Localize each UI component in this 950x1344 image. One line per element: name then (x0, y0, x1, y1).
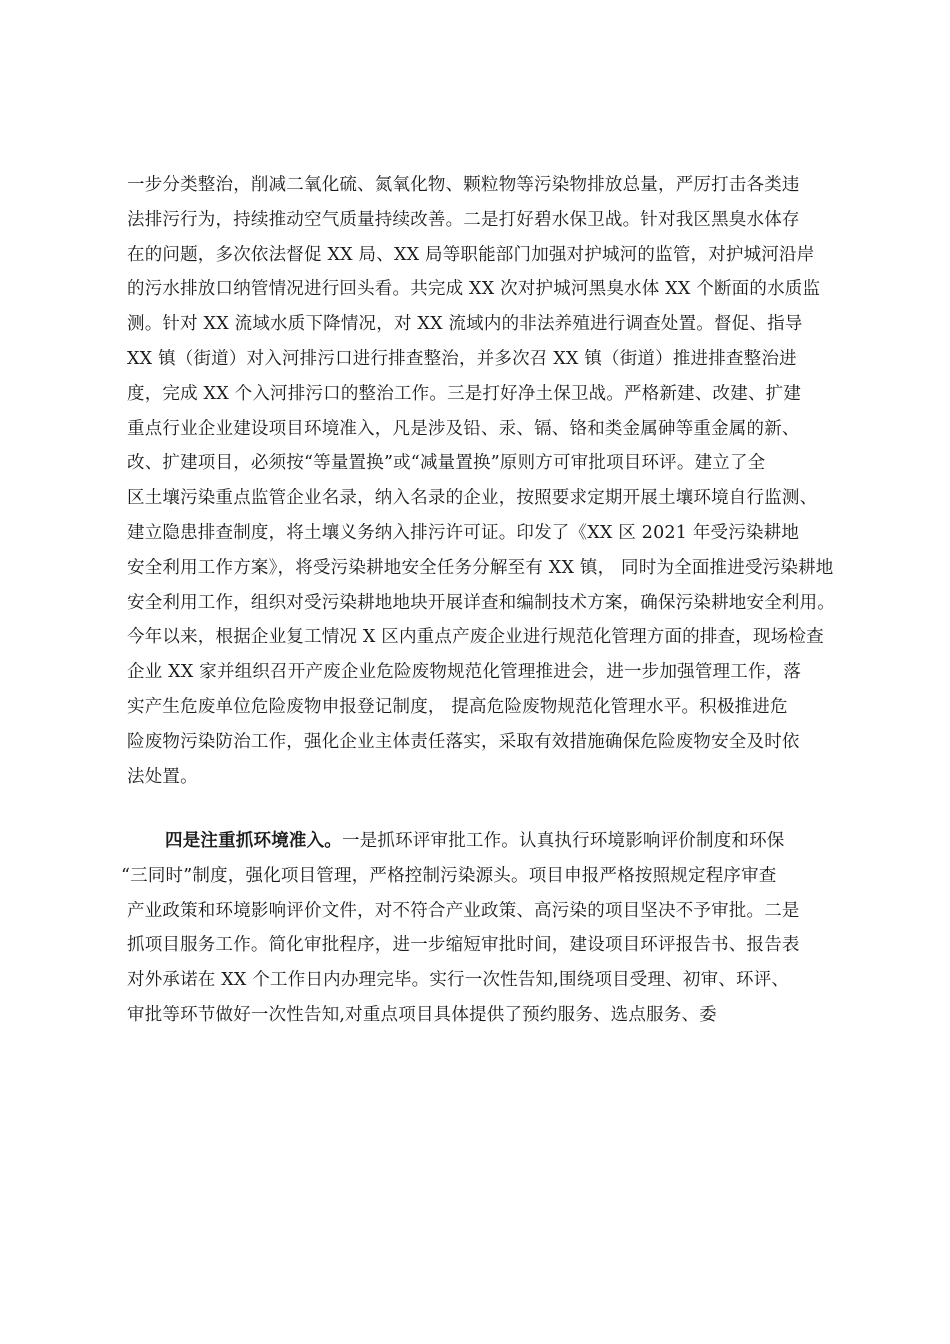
text-line: XX 镇（街道）对入河排污口进行排查整治，并多次召 XX 镇（街道）推进排查整治进 (127, 348, 797, 369)
paragraph-1 (127, 168, 847, 794)
text-line: 的污水排放口纳管情况进行回头看。共完成 XX 次对护城河黑臭水体 XX 个断面的水质监 (127, 279, 821, 300)
text-line: 企业 XX 家并组织召开产废企业危险废物规范化管理推进会，进一步加强管理工作，落 (127, 662, 802, 683)
paragraph-2 (121, 824, 847, 1033)
text-line: 抓项目服务工作。简化审批程序，进一步缩短审批时间，建设项目环评报告书、报告表 (127, 935, 800, 956)
text-line-first (127, 824, 847, 859)
text-line: 安全利用工作方案》，将受污染耕地安全任务分解至有 XX 镇， 同时为全面推进受污染耕地 (127, 557, 834, 578)
text-line: 区土壤污染重点监管企业名录，纳入名录的企业，按照要求定期开展土壤环境自行监测、 (127, 488, 818, 509)
section-heading-inline: 四是注重抓环境准入。 (165, 831, 342, 851)
text-line: 法处置。 (127, 766, 198, 787)
text-line: 一步分类整治，削减二氧化硫、氮氧化物、颗粒物等污染物排放总量，严厉打击各类违 (127, 175, 800, 195)
text-line: 产业政策和环境影响评价文件，对不符合产业政策、高污染的项目坚决不予审批。二是 (127, 900, 800, 921)
text-line: 改、扩建项目，必须按“等量置换”或“减量置换”原则方可审批项目环评。建立了全 (127, 453, 766, 474)
text-line: “三同时”制度，强化项目管理，严格控制污染源头。项目申报严格按照规定程序审查 (121, 865, 777, 886)
text-line: 法排污行为，持续推动空气质量持续改善。二是打好碧水保卫战。针对我区黑臭水体存 (127, 209, 800, 230)
text-line: 度，完成 XX 个入河排污口的整治工作。三是打好净土保卫战。严格新建、改建、扩建 (127, 383, 802, 404)
text-line: 测。针对 XX 流域水质下降情况，对 XX 流域内的非法养殖进行调查处置。督促、指导 (127, 314, 803, 335)
text-line: 在的问题，多次依法督促 XX 局、XX 局等职能部门加强对护城河的监管，对护城河沿岸 (127, 244, 815, 265)
text-run: 一是抓环评审批工作。认真执行环境影响评价制度和环保 (342, 831, 785, 851)
text-line: 建立隐患排查制度，将土壤义务纳入排污许可证。印发了《XX 区 2021 年受污染耕地 (127, 522, 800, 543)
text-line: 安全利用工作，组织对受污染耕地地块开展详查和编制技术方案，确保污染耕地安全利用。 (127, 592, 835, 613)
text-line: 对外承诺在 XX 个工作日内办理完毕。实行一次性告知,围绕项目受理、初审、环评、 (127, 970, 790, 991)
text-line: 审批等环节做好一次性告知,对重点项目具体提供了预约服务、选点服务、委 (127, 1004, 717, 1025)
text-line: 重点行业企业建设项目环境准入，凡是涉及铅、汞、镉、铬和类金属砷等重金属的新、 (127, 418, 800, 439)
text-line: 今年以来，根据企业复工情况 X 区内重点产废企业进行规范化管理方面的排查，现场检查 (127, 627, 824, 648)
text-line: 实产生危废单位危险废物申报登记制度， 提高危险废物规范化管理水平。积极推进危 (127, 696, 788, 717)
text-line: 险废物污染防治工作，强化企业主体责任落实，采取有效措施确保危险废物安全及时依 (127, 731, 800, 752)
